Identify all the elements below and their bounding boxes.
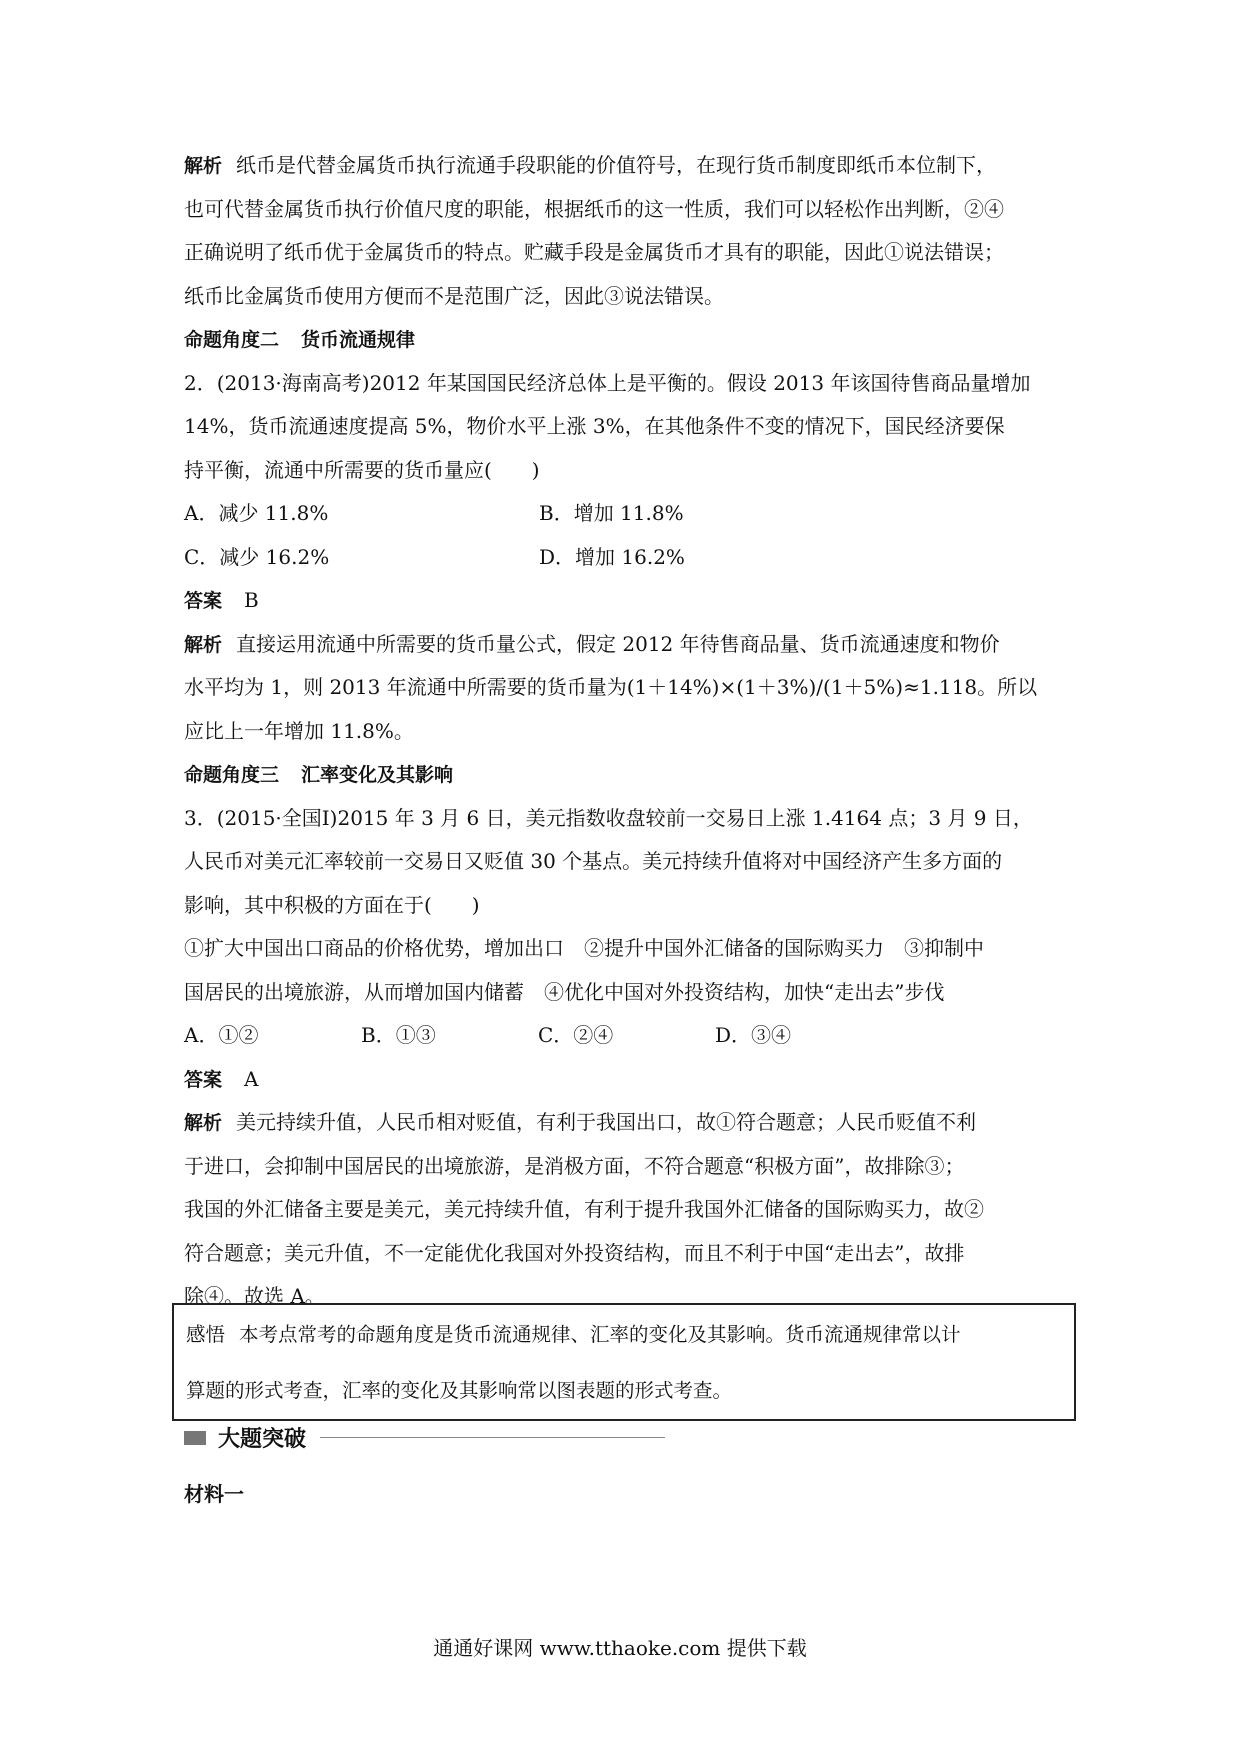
page-body bbox=[184, 144, 1064, 1319]
q3-option-c: C．②④ bbox=[538, 1023, 614, 1047]
angle-3-heading: 命题角度三 汇率变化及其影响 bbox=[184, 764, 454, 786]
q2-stem-line: 持平衡，流通中所需要的货币量应( ) bbox=[184, 457, 540, 482]
q3-option-d: D．③④ bbox=[715, 1023, 792, 1047]
q2-analysis-line: 应比上一年增加 11.8%。 bbox=[184, 718, 414, 743]
q1-analysis-line: 正确说明了纸币优于金属货币的特点。贮藏手段是金属货币才具有的职能，因此①说法错误； bbox=[184, 240, 1004, 264]
insight-box bbox=[172, 1303, 1076, 1421]
q1-analysis-line: 解析 纸币是代替金属货币执行流通手段职能的价值符号，在现行货币制度即纸币本位制下， bbox=[184, 153, 997, 177]
insight-line: 感悟 本考点常考的命题角度是货币流通规律、汇率的变化及其影响。货币流通规律常以计 bbox=[186, 1323, 961, 1346]
q2-analysis-line: 解析 直接运用流通中所需要的货币量公式，假定 2012 年待售商品量、货币流通速度和物价 bbox=[184, 631, 1000, 656]
q2-options-row-2 bbox=[184, 536, 1064, 580]
section-header bbox=[184, 1422, 665, 1453]
q3-stem-line: 影响，其中积极的方面在于( ) bbox=[184, 892, 480, 917]
insight-label: 感悟 bbox=[186, 1323, 226, 1346]
q3-analysis-line: 除④。故选 A。 bbox=[184, 1284, 325, 1308]
q3-stem-line: 3．(2015·全国Ⅰ)2015 年 3 月 6 日，美元指数收盘较前一交易日上涨 1.4164 点；3 月 9 日， bbox=[184, 805, 1033, 830]
q3-answer: 答案 A bbox=[184, 1066, 259, 1091]
q2-option-a: A．减少 11.8% bbox=[184, 501, 329, 525]
q1-analysis-line: 纸币比金属货币使用方便而不是范围广泛，因此③说法错误。 bbox=[184, 283, 724, 308]
q2-answer: 答案 B bbox=[184, 588, 259, 612]
section-title: 大题突破 bbox=[218, 1427, 307, 1452]
material-label: 材料一 bbox=[184, 1482, 244, 1506]
q2-stem-line: 2．(2013·海南高考)2012 年某国国民经济总体上是平衡的。假设 2013 年该国待售商品量增加 bbox=[184, 370, 1031, 395]
q3-stem-line: 国居民的出境旅游，从而增加国内储蓄 ④优化中国对外投资结构，加快“走出去”步伐 bbox=[184, 979, 945, 1004]
analysis-label: 解析 bbox=[184, 155, 223, 177]
q3-stem-line: 人民币对美元汇率较前一交易日又贬值 30 个基点。美元持续升值将对中国经济产生多方面的 bbox=[184, 849, 1003, 873]
q2-option-d: D．增加 16.2% bbox=[539, 544, 685, 569]
q2-analysis-line: 水平均为 1，则 2013 年流通中所需要的货币量为(1＋14%)×(1＋3%)/(1＋5%)≈1.118。所以 bbox=[184, 675, 1038, 699]
q3-option-a: A．①② bbox=[184, 1023, 259, 1047]
q3-options-row bbox=[184, 1014, 1064, 1058]
insight-line: 算题的形式考查，汇率的变化及其影响常以图表题的形式考查。 bbox=[186, 1379, 733, 1402]
page-footer: 通通好课网 www.tthaoke.com 提供下载 bbox=[433, 1636, 807, 1660]
q3-analysis-line: 我国的外汇储备主要是美元，美元持续升值，有利于提升我国外汇储备的国际购买力，故② bbox=[184, 1197, 984, 1221]
q3-analysis-line: 符合题意；美元升值，不一定能优化我国对外投资结构，而且不利于中国“走出去”，故排 bbox=[184, 1240, 965, 1265]
q2-option-b: B．增加 11.8% bbox=[539, 501, 684, 525]
q3-stem-line: ①扩大中国出口商品的价格优势，增加出口 ②提升中国外汇储备的国际购买力 ③抑制中 bbox=[184, 936, 984, 960]
section-divider bbox=[320, 1437, 665, 1438]
q3-option-b: B．①③ bbox=[361, 1023, 436, 1047]
square-bullet-icon bbox=[184, 1431, 206, 1445]
q2-option-c: C．减少 16.2% bbox=[184, 544, 330, 569]
q2-options-row-1 bbox=[184, 492, 1064, 536]
q3-analysis-line: 解析 美元持续升值，人民币相对贬值，有利于我国出口，故①符合题意；人民币贬值不利 bbox=[184, 1110, 977, 1134]
q3-analysis-line: 于进口，会抑制中国居民的出境旅游，是消极方面，不符合题意“积极方面”，故排除③； bbox=[184, 1153, 965, 1178]
q2-stem-line: 14%，货币流通速度提高 5%，物价水平上涨 3%，在其他条件不变的情况下，国民经济要保 bbox=[184, 414, 1005, 438]
q1-analysis-line: 也可代替金属货币执行价值尺度的职能，根据纸币的这一性质，我们可以轻松作出判断，②④ bbox=[184, 196, 1004, 221]
angle-2-heading: 命题角度二 货币流通规律 bbox=[184, 329, 416, 351]
